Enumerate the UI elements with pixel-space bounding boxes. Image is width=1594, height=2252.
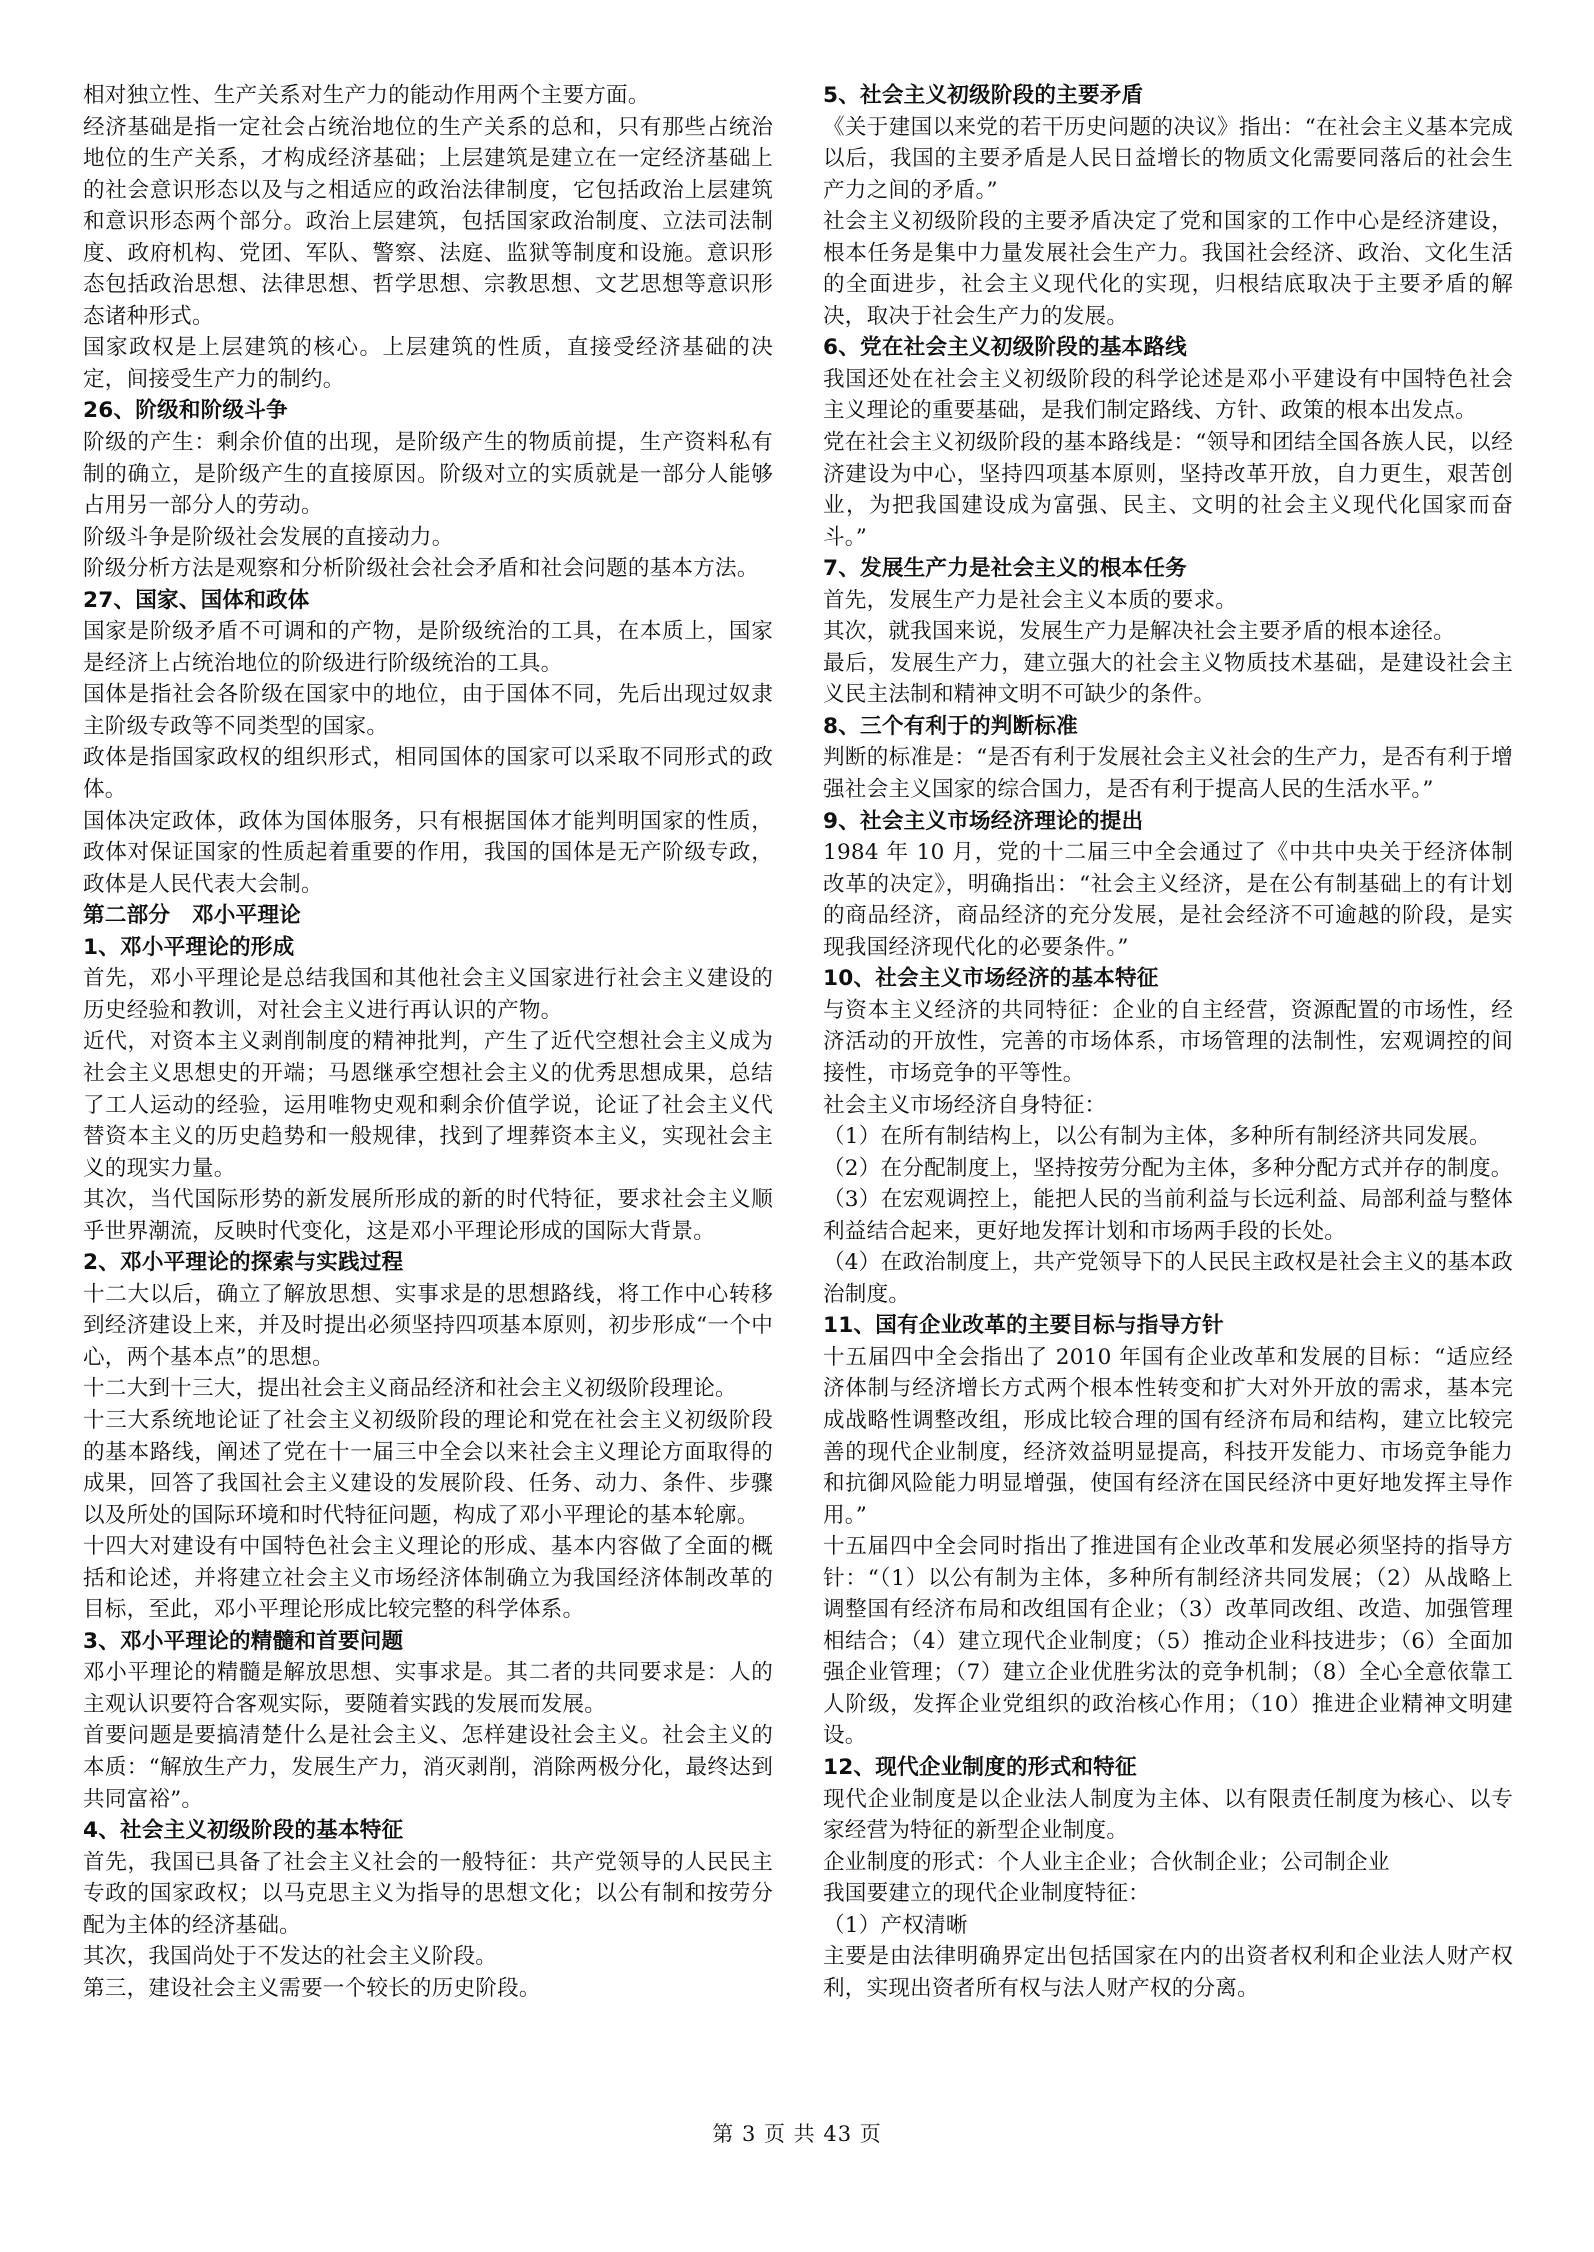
section-heading: 9、社会主义市场经济理论的提出	[823, 808, 1144, 834]
section-heading: 2、邓小平理论的探索与实践过程	[83, 1250, 404, 1276]
page-footer: 第 3 页 共 43 页	[712, 2122, 882, 2146]
paragraph: 邓小平理论的精髓是解放思想、实事求是。其二者的共同要求是：人的主观认识要符合客观实际，要随着实践的发展而发展。	[83, 1660, 773, 1717]
left-column	[83, 80, 773, 2004]
paragraph: （3）在宏观调控上，能把人民的当前利益与长远利益、局部利益与整体利益结合起来，更好地发挥计划和市场两手段的长处。	[823, 1187, 1513, 1244]
section-heading: 5、社会主义初级阶段的主要矛盾	[823, 83, 1144, 108]
section-heading: 27、国家、国体和政体	[83, 587, 310, 613]
paragraph: 十二大到十三大，提出社会主义商品经济和社会主义初级阶段理论。	[83, 1376, 737, 1402]
paragraph: 其次，当代国际形势的新发展所形成的新的时代特征，要求社会主义顺乎世界潮流，反映时代变化，这是邓小平理论形成的国际大背景。	[83, 1187, 773, 1244]
paragraph: 现代企业制度是以企业法人制度为主体、以有限责任制度为核心、以专家经营为特征的新型企业制度。	[823, 1786, 1513, 1844]
paragraph: 首要问题是要搞清楚什么是社会主义、怎样建设社会主义。社会主义的本质：“解放生产力，发展生产力，消灭剥削，消除两极分化，最终达到共同富裕”。	[83, 1723, 773, 1812]
paragraph: 国家是阶级矛盾不可调和的产物，是阶级统治的工具，在本质上，国家是经济上占统治地位的阶级进行阶级统治的工具。	[83, 619, 773, 676]
paragraph: （1）在所有制结构上，以公有制为主体，多种所有制经济共同发展。	[823, 1124, 1491, 1150]
section-heading: 8、三个有利于的判断标准	[823, 713, 1078, 739]
paragraph: 与资本主义经济的共同特征：企业的自主经营，资源配置的市场性，经济活动的开放性，完善的市场体系，市场管理的法制性，宏观调控的间接性，市场竞争的平等性。	[823, 997, 1513, 1086]
paragraph: 十四大对建设有中国特色社会主义理论的形成、基本内容做了全面的概括和论述，并将建立社会主义市场经济体制确立为我国经济体制改革的目标，至此，邓小平理论形成比较完整的科学体系。	[83, 1534, 773, 1623]
right-column	[823, 80, 1513, 2004]
paragraph: 阶级分析方法是观察和分析阶级社会社会矛盾和社会问题的基本方法。	[83, 556, 759, 582]
paragraph: 首先，发展生产力是社会主义本质的要求。	[823, 587, 1238, 613]
paragraph: 社会主义初级阶段的主要矛盾决定了党和国家的工作中心是经济建设，根本任务是集中力量发展社会生产力。我国社会经济、政治、文化生活的全面进步，社会主义现代化的实现，归根结底取决于主要矛盾的解决，取决于社会生产力的发展。	[823, 209, 1513, 329]
paragraph: 国体决定政体，政体为国体服务，只有根据国体才能判明国家的性质，政体对保证国家的性质起着重要的作用，我国的国体是无产阶级专政，政体是人民代表大会制。	[83, 808, 773, 897]
paragraph: 政体是指国家政权的组织形式，相同国体的国家可以采取不同形式的政体。	[83, 745, 773, 803]
paragraph: 经济基础是指一定社会占统治地位的生产关系的总和，只有那些占统治地位的生产关系，才构成经济基础；上层建筑是建立在一定经济基础上的社会意识形态以及与之相适应的政治法律制度，它包括政治上层建筑和意识形态两个部分。政治上层建筑，包括国家政治制度、立法司法制度、政府机构、党团、军队、警察、法庭、监狱等制度和设施。意识形态包括政治思想、法律思想、哲学思想、宗教思想、文艺思想等意识形态诸种形式。	[83, 114, 773, 329]
paragraph: 《关于建国以来党的若干历史问题的决议》指出：“在社会主义基本完成以后，我国的主要矛盾是人民日益增长的物质文化需要同落后的社会生产力之间的矛盾。”	[823, 114, 1513, 203]
section-heading: 4、社会主义初级阶段的基本特征	[83, 1818, 404, 1844]
paragraph: 阶级斗争是阶级社会发展的直接动力。	[83, 524, 454, 550]
paragraph: 十五届四中全会同时指出了推进国有企业改革和发展必须坚持的指导方针：“（1）以公有制为主体，多种所有制经济共同发展；（2）从战略上调整国有经济布局和改组国有企业；（3）改革同改组、改造、加强管理相结合；（4）建立现代企业制度；（5）推动企业科技进步；（6）全面加强企业管理；（7）建立企业优胜劣汰的竞争机制；（8）全心全意依靠工人阶级，发挥企业党组织的政治核心作用；（10）推进企业精神文明建设。	[823, 1534, 1513, 1749]
paragraph: 阶级的产生：剩余价值的出现，是阶级产生的物质前提，生产资料私有制的确立，是阶级产生的直接原因。阶级对立的实质就是一部分人能够占用另一部分人的劳动。	[83, 430, 773, 519]
paragraph: （4）在政治制度上，共产党领导下的人民民主政权是社会主义的基本政治制度。	[823, 1250, 1513, 1307]
paragraph: 十三大系统地论证了社会主义初级阶段的理论和党在社会主义初级阶段的基本路线，阐述了党在十一届三中全会以来社会主义理论方面取得的成果，回答了我国社会主义建设的发展阶段、任务、动力、条件、步骤以及所处的国际环境和时代特征问题，构成了邓小平理论的基本轮廓。	[83, 1407, 773, 1528]
section-heading: 7、发展生产力是社会主义的根本任务	[823, 556, 1187, 582]
section-heading: 3、邓小平理论的精髓和首要问题	[83, 1628, 404, 1654]
section-heading: 26、阶级和阶级斗争	[83, 398, 288, 424]
paragraph: 党在社会主义初级阶段的基本路线是：“领导和团结全国各族人民，以经济建设为中心，坚持四项基本原则，坚持改革开放，自力更生，艰苦创业，为把我国建设成为富强、民主、文明的社会主义现代化国家而奋斗。”	[823, 430, 1513, 550]
paragraph: （2）在分配制度上，坚持按劳分配为主体，多种分配方式并存的制度。	[823, 1155, 1513, 1181]
paragraph: 主要是由法律明确界定出包括国家在内的出资者权利和企业法人财产权利，实现出资者所有权与法人财产权的分离。	[823, 1944, 1513, 2001]
paragraph: 我国还处在社会主义初级阶段的科学论述是邓小平建设有中国特色社会主义理论的重要基础，是我们制定路线、方针、政策的根本出发点。	[823, 366, 1513, 424]
paragraph: 最后，发展生产力，建立强大的社会主义物质技术基础，是建设社会主义民主法制和精神文明不可缺少的条件。	[823, 650, 1513, 708]
paragraph: 第三，建设社会主义需要一个较长的历史阶段。	[83, 1975, 541, 2001]
paragraph: 近代，对资本主义剥削制度的精神批判，产生了近代空想社会主义成为社会主义思想史的开端；马恩继承空想社会主义的优秀思想成果，总结了工人运动的经验，运用唯物史观和剩余价值学说，论证了社会主义代替资本主义的历史趋势和一般规律，找到了埋葬资本主义，实现社会主义的现实力量。	[83, 1029, 773, 1181]
section-heading: 6、党在社会主义初级阶段的基本路线	[823, 335, 1187, 361]
paragraph: 企业制度的形式：个人业主企业；合伙制企业；公司制企业	[823, 1849, 1390, 1875]
paragraph: 判断的标准是：“是否有利于发展社会主义社会的生产力，是否有利于增强社会主义国家的综合国力，是否有利于提高人民的生活水平。”	[823, 745, 1513, 803]
paragraph: 其次，我国尚处于不发达的社会主义阶段。	[83, 1944, 498, 1970]
section-heading: 11、国有企业改革的主要目标与指导方针	[823, 1313, 1224, 1339]
paragraph: （1）产权清晰	[823, 1912, 968, 1938]
section-heading: 10、社会主义市场经济的基本特征	[823, 966, 1159, 992]
paragraph: 十二大以后，确立了解放思想、实事求是的思想路线，将工作中心转移到经济建设上来，并及时提出必须坚持四项基本原则，初步形成“一个中心，两个基本点”的思想。	[83, 1281, 773, 1370]
paragraph: 国家政权是上层建筑的核心。上层建筑的性质，直接受经济基础的决定，间接受生产力的制约。	[83, 335, 773, 392]
paragraph: 其次，就我国来说，发展生产力是解决社会主要矛盾的根本途径。	[823, 619, 1456, 645]
paragraph: 十五届四中全会指出了 2010 年国有企业改革和发展的目标：“适应经济体制与经济增长方式两个根本性转变和扩大对外开放的需求，基本完成战略性调整改组，形成比较合理的国有经济布局和结构，建立比较完善的现代企业制度，经济效益明显提高，科技开发能力、市场竞争能力和抗御风险能力明显增强，使国有经济在国民经济中更好地发挥主导作用。”	[823, 1344, 1513, 1528]
paragraph: 首先，我国已具备了社会主义社会的一般特征：共产党领导的人民民主专政的国家政权；以马克思主义为指导的思想文化；以公有制和按劳分配为主体的经济基础。	[83, 1849, 773, 1938]
paragraph: 国体是指社会各阶级在国家中的地位，由于国体不同，先后出现过奴隶主阶级专政等不同类型的国家。	[83, 682, 773, 739]
paragraph: 首先，邓小平理论是总结我国和其他社会主义国家进行社会主义建设的历史经验和教训，对社会主义进行再认识的产物。	[83, 966, 773, 1023]
section-heading: 12、现代企业制度的形式和特征	[823, 1754, 1137, 1780]
paragraph: 相对独立性、生产关系对生产力的能动作用两个主要方面。	[83, 83, 650, 108]
paragraph: 我国要建立的现代企业制度特征：	[823, 1881, 1150, 1907]
paragraph: 社会主义市场经济自身特征：	[823, 1092, 1107, 1118]
paragraph: 1984 年 10 月，党的十二届三中全会通过了《中共中央关于经济体制改革的决定》，明确指出：“社会主义经济，是在公有制基础上的有计划的商品经济，商品经济的充分发展，是社会经济不可逾越的阶段，是实现我国经济现代化的必要条件。”	[823, 840, 1513, 960]
section-heading: 1、邓小平理论的形成	[83, 934, 295, 960]
section-heading: 第二部分 邓小平理论	[83, 903, 301, 929]
